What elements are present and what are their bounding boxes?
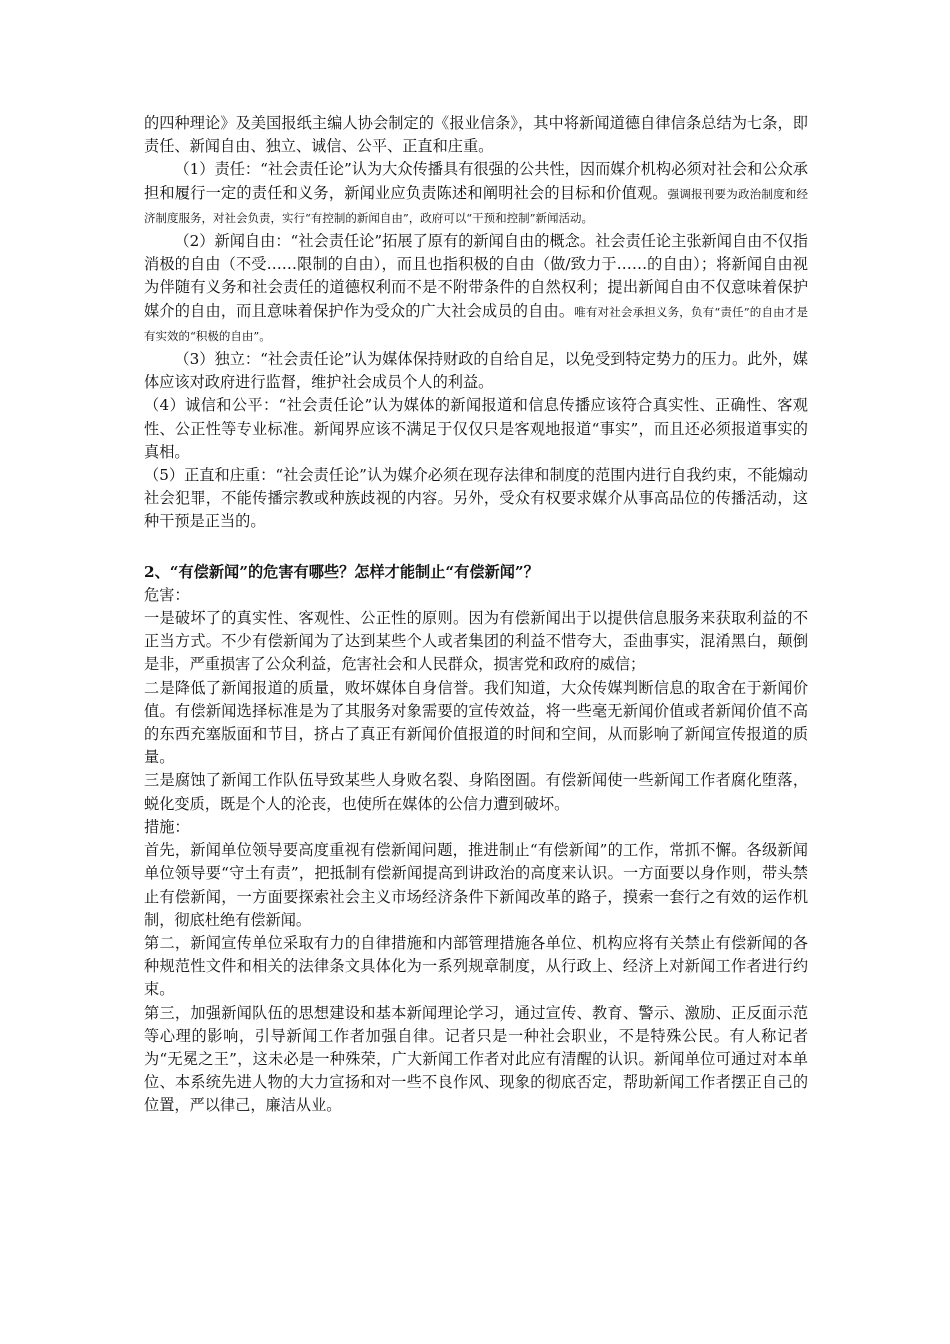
item-main-text: （2）新闻自由：“社会责任论”拓展了原有的新闻自由的概念。社会责任论主张新闻自由不仅指消极的自由（不受……限制的自由），而且也指积极的自由（做/致力于……的自由）；将新闻自由视为伴随有义务和社会责任的道德权利而不是不附带条件的自然权利；提出新闻自由不仅意味着保护媒介的自由，而且意味着保护作为受众的广大社会成员的自由。: [144, 232, 808, 320]
section-spacer: [144, 534, 808, 561]
item-independence: [144, 348, 808, 394]
intro-paragraph: 的四种理论》及美国报纸主编人协会制定的《报业信条》，其中将新闻道德自律信条总结为七条，即责任、新闻自由、独立、诚信、公平、正直和庄重。: [144, 114, 808, 156]
item-note-text: 强调报刊要为政治制度和经济制度服务，对社会负责，实行“有控制的新闻自由”，政府可以“干预和控制”新闻活动。: [144, 186, 809, 225]
harm-label: 危害：: [144, 585, 190, 604]
harm-paragraph-3: 三是腐蚀了新闻工作队伍导致某些人身败名裂、身陷囹圄。有偿新闻使一些新闻工作者腐化堕落，蜕化变质，既是个人的沦丧，也使所在媒体的公信力遭到破坏。: [144, 771, 808, 813]
item-note-text: 唯有对社会承担义务，负有“责任”的自由才是有实效的“积极的自由”。: [144, 304, 808, 343]
item-main-text: （4）诚信和公平：“社会责任论”认为媒体的新闻报道和信息传播应该符合真实性、正确性、客观性、公正性等专业标准。新闻界应该不满足于仅仅只是客观地报道“事实”，而且还必须报道事实的真相。: [144, 396, 808, 461]
item-uprightness-dignity: [144, 464, 808, 534]
question-heading: 2、“有偿新闻”的危害有哪些？怎样才能制止“有偿新闻”？: [144, 562, 539, 581]
item-main-text: （5）正直和庄重：“社会责任论”认为媒介必须在现存法律和制度的范围内进行自我约束，不能煽动社会犯罪，不能传播宗教或种族歧视的内容。另外，受众有权要求媒介从事高品位的传播活动，这种干预是正当的。: [144, 466, 808, 531]
item-integrity-fairness: [144, 394, 808, 464]
item-press-freedom: [144, 230, 808, 348]
measure-paragraph-1: 首先，新闻单位领导要高度重视有偿新闻问题，推进制止“有偿新闻”的工作，常抓不懈。各级新闻单位领导要“守土有责”，把抵制有偿新闻提高到讲政治的高度来认识。一方面要以身作则，带头禁止有偿新闻，一方面要探索社会主义市场经济条件下新闻改革的路子，摸索一套行之有效的运作机制，彻底杜绝有偿新闻。: [144, 841, 808, 929]
item-main-text: （3）独立：“社会责任论”认为媒体保持财政的自给自足，以免受到特定势力的压力。此外，媒体应该对政府进行监督，维护社会成员个人的利益。: [144, 350, 808, 392]
measure-paragraph-3: 第三，加强新闻队伍的思想建设和基本新闻理论学习，通过宣传、教育、警示、激励、正反面示范等心理的影响，引导新闻工作者加强自律。记者只是一种社会职业，不是特殊公民。有人称记者为“无冕之王”，这未必是一种殊荣，广大新闻工作者对此应有清醒的认识。新闻单位可通过对本单位、本系统先进人物的大力宣扬和对一些不良作风、现象的彻底否定，帮助新闻工作者摆正自己的位置，严以律己，廉洁从业。: [144, 1003, 808, 1115]
item-responsibility: [144, 158, 808, 230]
measure-paragraph-2: 第二，新闻宣传单位采取有力的自律措施和内部管理措施各单位、机构应将有关禁止有偿新闻的各种规范性文件和相关的法律条文具体化为一系列规章制度，从行政上、经济上对新闻工作者进行约束。: [144, 933, 808, 999]
document-page: [144, 112, 808, 1118]
measure-label: 措施：: [144, 817, 190, 836]
harm-paragraph-2: 二是降低了新闻报道的质量，败坏媒体自身信誉。我们知道，大众传媒判断信息的取舍在于新闻价值。有偿新闻选择标准是为了其服务对象需要的宣传效益，将一些毫无新闻价值或者新闻价值不高的东西充塞版面和节目，挤占了真正有新闻价值报道的时间和空间，从而影响了新闻宣传报道的质量。: [144, 678, 808, 767]
item-main-text: （1）责任：“社会责任论”认为大众传播具有很强的公共性，因而媒介机构必须对社会和公众承担和履行一定的责任和义务，新闻业应负责陈述和阐明社会的目标和价值观。: [144, 160, 808, 202]
harm-paragraph-1: 一是破坏了的真实性、客观性、公正性的原则。因为有偿新闻出于以提供信息服务来获取利益的不正当方式。不少有偿新闻为了达到某些个人或者集团的利益不惜夸大，歪曲事实，混淆黑白，颠倒是非，严重损害了公众利益，危害社会和人民群众，损害党和政府的威信；: [144, 609, 808, 674]
